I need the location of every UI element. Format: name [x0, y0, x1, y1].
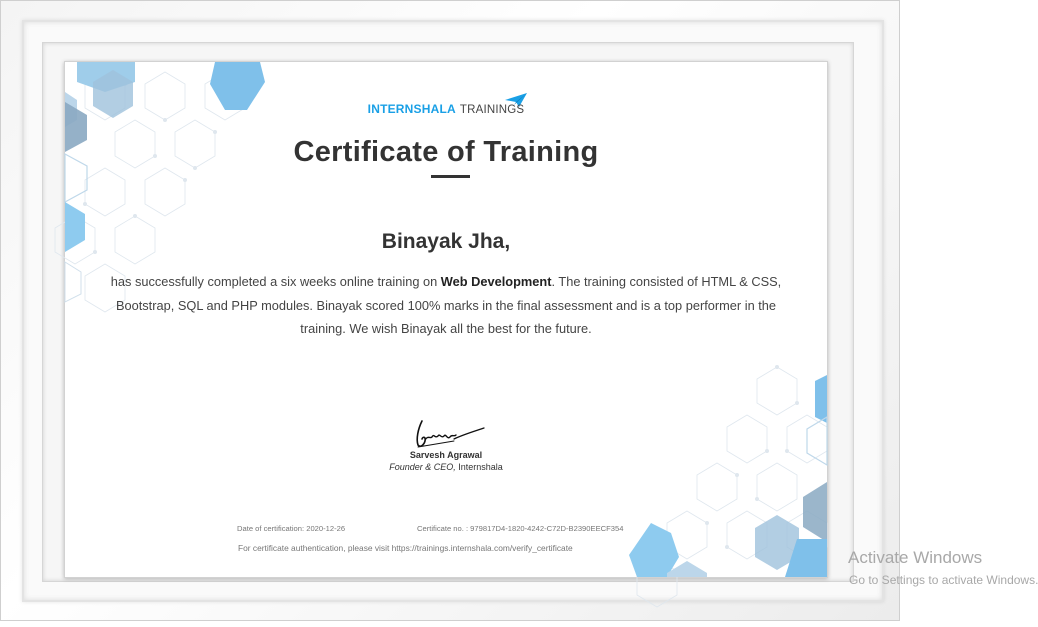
signature [410, 415, 490, 451]
certificate-title: Certificate of Training [293, 136, 599, 168]
role-organization: Internshala [455, 462, 503, 472]
signatory-role [65, 462, 827, 472]
brand-part-trainings: TRAININGS [459, 104, 525, 116]
certificate [64, 61, 828, 578]
certificate-body [105, 270, 787, 341]
signatory-name: Sarvesh Agrawal [409, 450, 483, 460]
certificate-number: Certificate no. : 979817D4-1820-4242-C72D-B2390EECF354 [417, 524, 624, 533]
brand-part-shala: SHALA [413, 102, 456, 116]
authentication-note: For certificate authentication, please visit https://trainings.internshala.com/verify_certificate [238, 543, 573, 553]
activation-watermark-title: Activate Windows [848, 548, 983, 567]
course-name: Web Development [440, 274, 552, 289]
recipient-name: Binayak Jha, [381, 230, 511, 253]
hexagon-pattern-top-left [65, 62, 295, 292]
body-intro: has successfully completed a six weeks online training on [110, 274, 441, 289]
activation-watermark-subtitle: Go to Settings to activate Windows. [849, 573, 1038, 587]
brand-logo [65, 102, 827, 116]
brand-part-intern: INTERN [367, 102, 414, 116]
certification-date: Date of certification: 2020-12-26 [237, 524, 346, 533]
body-rest: . The training consisted of HTML & CSS, Bootstrap, SQL and PHP modules. Binayak scored 100% marks in the final assessment and is a top performer in the training. We wish Binayak all the best for the future. [115, 274, 782, 336]
title-underline [431, 175, 470, 178]
role-title: Founder & CEO, [389, 462, 456, 472]
